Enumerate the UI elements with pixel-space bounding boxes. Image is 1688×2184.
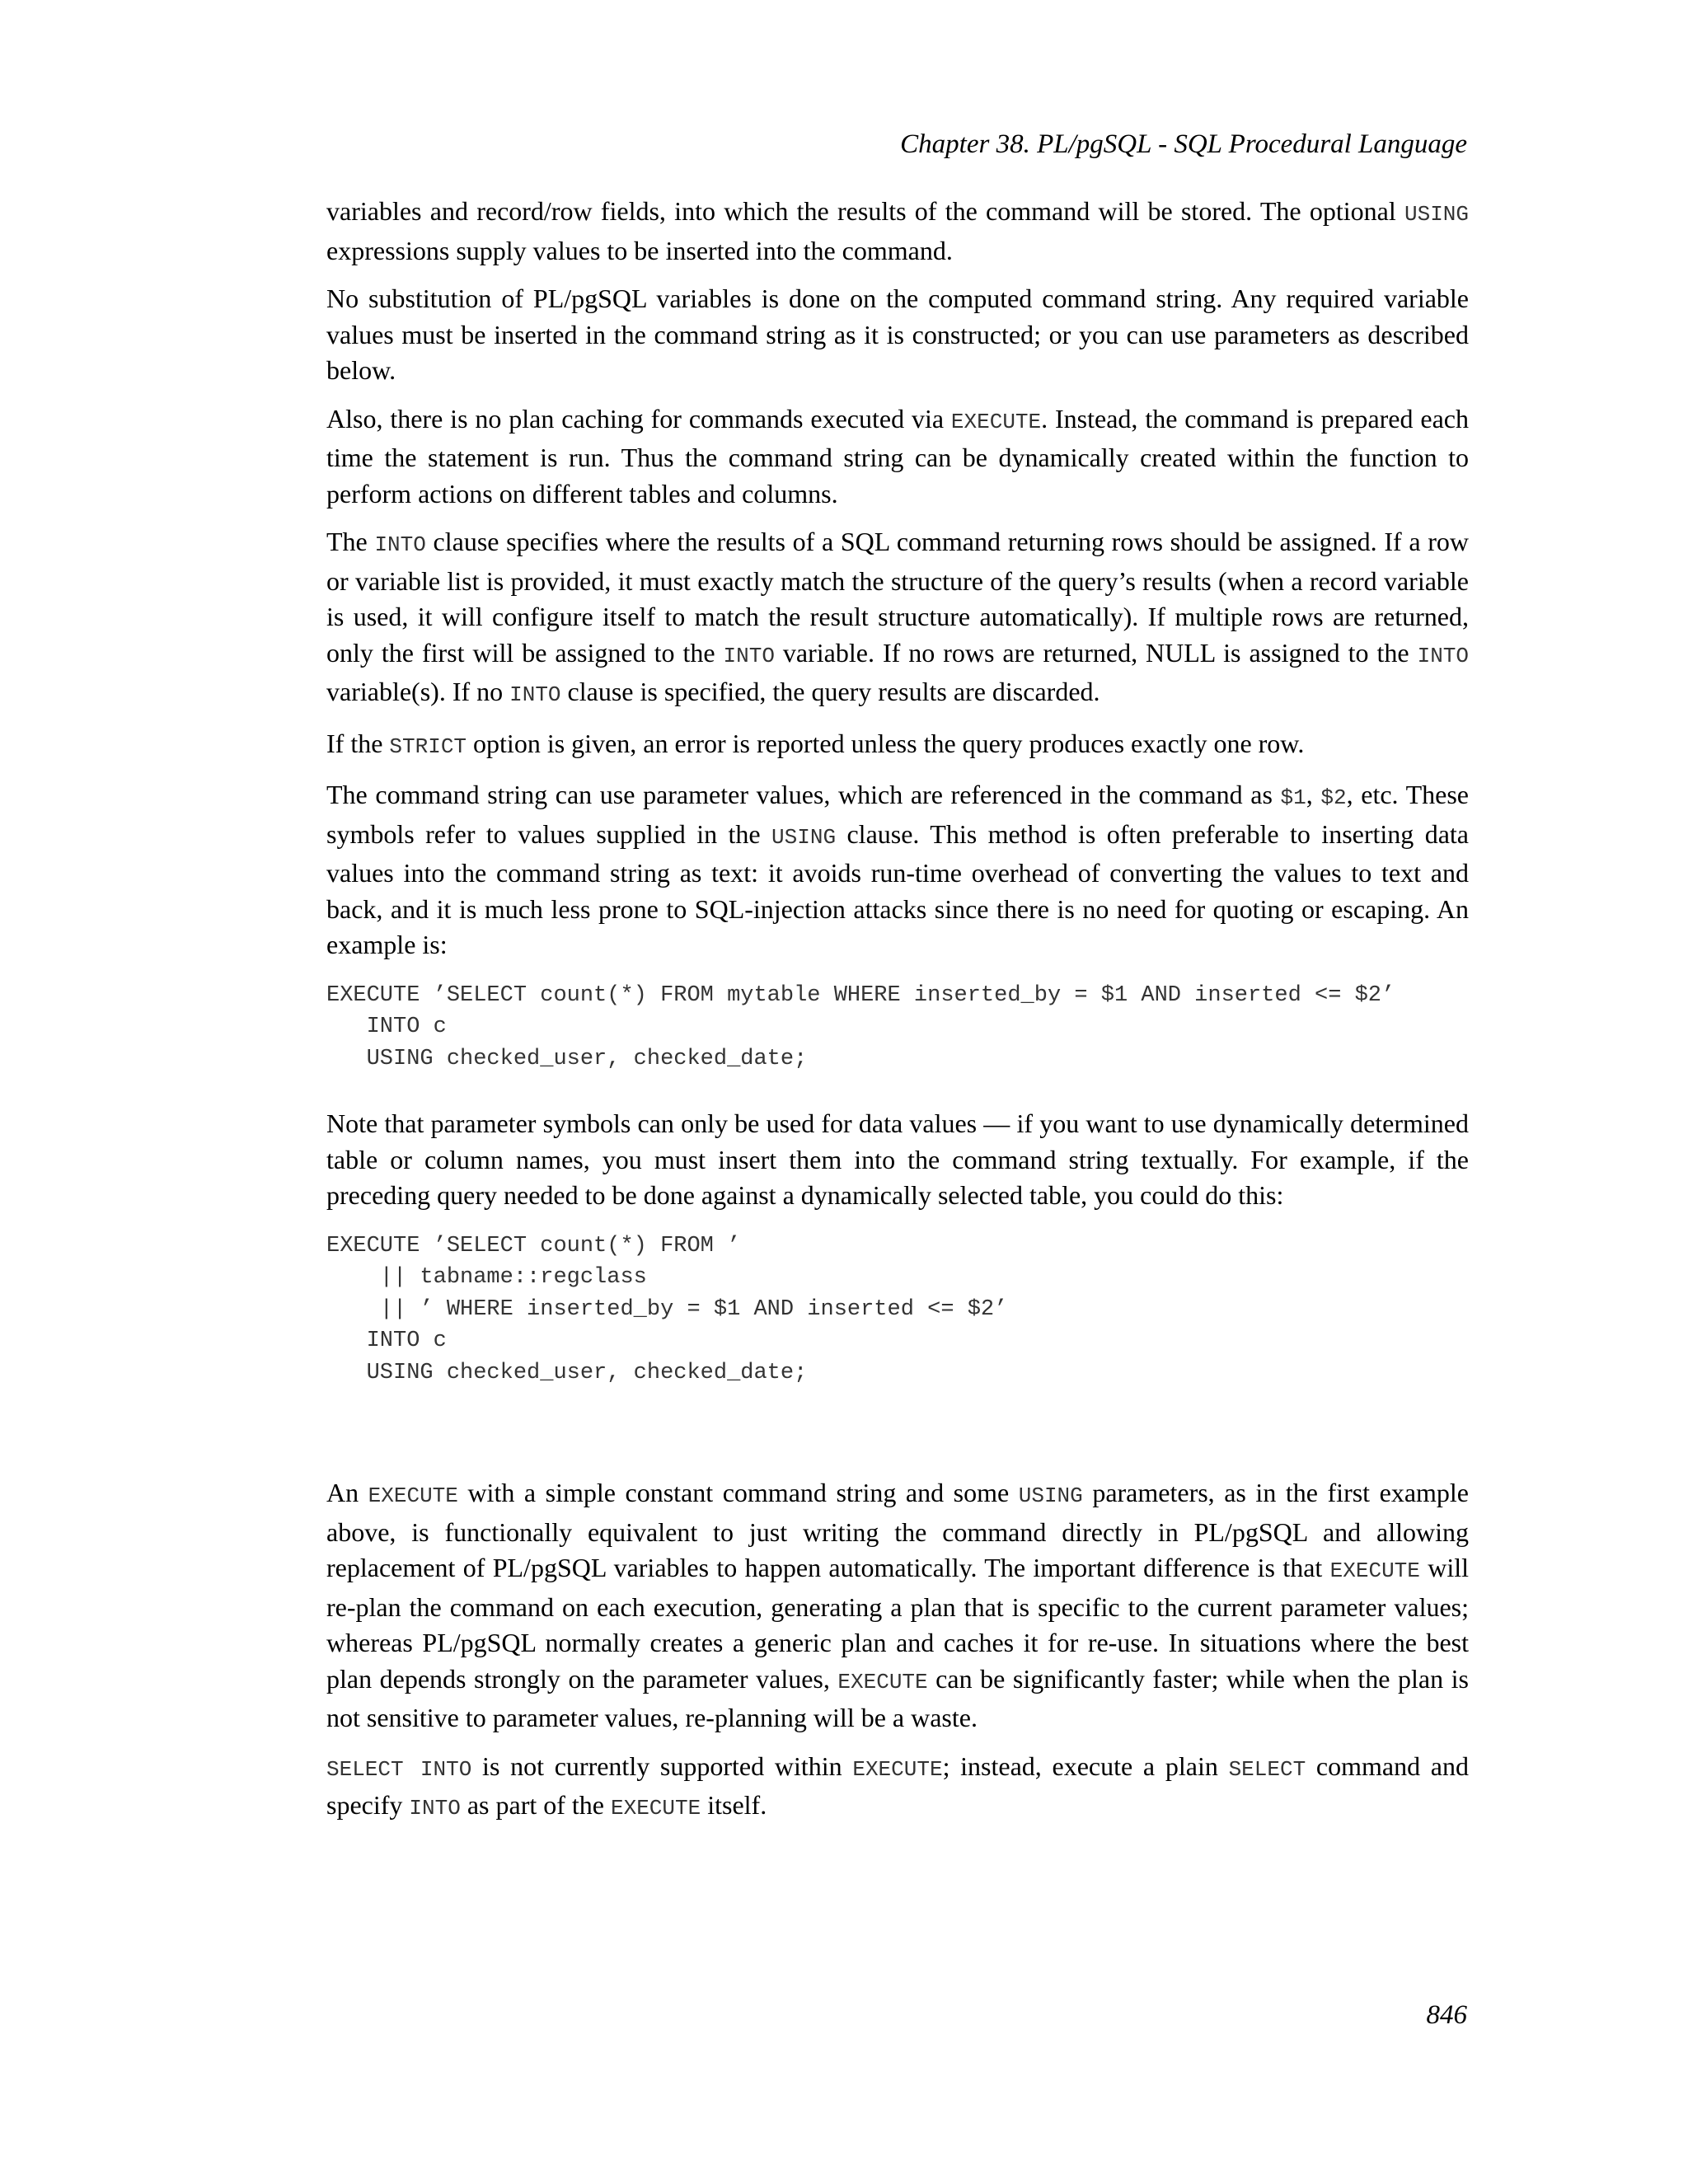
inline-code: $1 bbox=[1280, 785, 1306, 810]
paragraph bbox=[326, 1475, 1469, 1736]
text-run: expressions supply values to be inserted into the command. bbox=[326, 235, 953, 265]
text-run: can be significantly faster; while when the plan is not sensitive to parameter values, re-planning will be a waste. bbox=[326, 1663, 1470, 1732]
text-run: No substitution of PL/pgSQL variables is done on the computed command string. Any required variable values must be inserted in the command string as it is constructed; or you can use parameters as described below. bbox=[326, 284, 1469, 385]
inline-code: INTO bbox=[409, 1796, 461, 1821]
inline-code: EXECUTE bbox=[837, 1669, 928, 1694]
text-run: If the bbox=[326, 728, 390, 758]
text-run: An bbox=[326, 1478, 368, 1507]
inline-code: USING bbox=[1404, 202, 1469, 227]
paragraph bbox=[326, 281, 1469, 389]
inline-code: EXECUTE bbox=[1329, 1558, 1420, 1583]
inline-code: INTO bbox=[723, 643, 775, 668]
text-run: variable. If no rows are returned, NULL is assigned to the bbox=[774, 637, 1418, 668]
text-run: parameters, as in the first example above, is functionally equivalent to just writing the command directly in PL/pgSQL and allowing replacement of PL/pgSQL variables to happen automatically. The important difference is that bbox=[326, 1478, 1470, 1582]
text-run: with a simple constant command string and some bbox=[457, 1478, 1019, 1507]
page-number: 846 bbox=[1426, 2000, 1467, 2030]
inline-code: SELECT INTO bbox=[326, 1756, 472, 1782]
paragraph bbox=[326, 777, 1469, 963]
text-run: variable(s). If no bbox=[326, 677, 510, 706]
text-run: clause. This method is often preferable to inserting data values into the command string as text: it avoids run-time overhead of converting the values to text and back, and it is much less prone to SQL-injection attacks since there is no need for quoting or escaping. An example is: bbox=[326, 818, 1470, 959]
paragraph bbox=[326, 1106, 1469, 1214]
inline-code: INTO bbox=[374, 532, 426, 557]
text-run: Also, there is no plan caching for commands executed via bbox=[326, 403, 951, 434]
text-run: option is given, an error is reported unless the query produces exactly one row. bbox=[467, 728, 1305, 758]
text-run: itself. bbox=[701, 1790, 767, 1820]
text-run: , etc. These symbols refer to values supplied in the bbox=[326, 780, 1470, 849]
text-run: Note that parameter symbols can only be used for data values — if you want to use dynamically determined table or column names, you must insert them into the command string textually. For example, if the preceding query needed to be done against a dynamically selected table, you could do this: bbox=[326, 1108, 1469, 1210]
text-run: , bbox=[1306, 780, 1321, 809]
paragraph bbox=[326, 401, 1469, 513]
inline-code: USING bbox=[771, 824, 837, 850]
text-run: is not currently supported within bbox=[471, 1750, 853, 1781]
page-body bbox=[326, 194, 1469, 1840]
text-run: ; instead, execute a plain bbox=[942, 1750, 1229, 1781]
inline-code: SELECT bbox=[1228, 1756, 1306, 1782]
inline-code: INTO bbox=[509, 682, 561, 707]
text-run: . Instead, the command is prepared each time the statement is run. Thus the command string can be dynamically created within the function to perform actions on different tables and columns. bbox=[326, 403, 1469, 509]
paragraph bbox=[326, 524, 1469, 714]
inline-code: EXECUTE bbox=[368, 1483, 458, 1508]
text-run: variables and record/row fields, into which the results of the command will be stored. The optional bbox=[326, 196, 1404, 226]
text-run: as part of the bbox=[460, 1790, 611, 1820]
text-run: will re-plan the command on each execution, generating a plan that is specific to the current parameter values; whereas PL/pgSQL normally creates a generic plan and caches it for re-use. In situations where the best plan depends strongly on the parameter values, bbox=[326, 1553, 1470, 1694]
running-header: Chapter 38. PL/pgSQL - SQL Procedural Language bbox=[900, 129, 1467, 159]
inline-code: USING bbox=[1018, 1483, 1083, 1508]
inline-code: $2 bbox=[1320, 785, 1347, 810]
paragraph bbox=[326, 194, 1469, 269]
text-run: clause is specified, the query results are discarded. bbox=[560, 677, 1100, 706]
inline-code: EXECUTE bbox=[950, 409, 1042, 434]
text-run: command and specify bbox=[326, 1750, 1470, 1820]
code-example: EXECUTE ’SELECT count(*) FROM ’ || tabname::regclass || ’ WHERE inserted_by = $1 AND inserted <= $2’ INTO c USING checked_user, checked_date; bbox=[326, 1233, 1008, 1385]
paragraph bbox=[326, 1749, 1469, 1827]
paragraph bbox=[326, 726, 1469, 766]
text-run: clause specifies where the results of a SQL command returning rows should be assigned. If a row or variable list is provided, it must exactly match the structure of the query’s results (when a record variable is used, it will configure itself to match the result structure automatically). If multiple rows are returned, only the first will be assigned to the bbox=[326, 527, 1470, 668]
inline-code: STRICT bbox=[389, 733, 467, 759]
inline-code: EXECUTE bbox=[610, 1796, 701, 1821]
code-example: EXECUTE ’SELECT count(*) FROM mytable WHERE inserted_by = $1 AND inserted <= $2’ INTO c USING checked_user, checked_date; bbox=[326, 982, 1395, 1071]
text-run: The bbox=[326, 527, 375, 556]
inline-code: EXECUTE bbox=[852, 1756, 943, 1782]
text-run: The command string can use parameter values, which are referenced in the command as bbox=[326, 780, 1281, 809]
inline-code: INTO bbox=[1417, 643, 1470, 668]
